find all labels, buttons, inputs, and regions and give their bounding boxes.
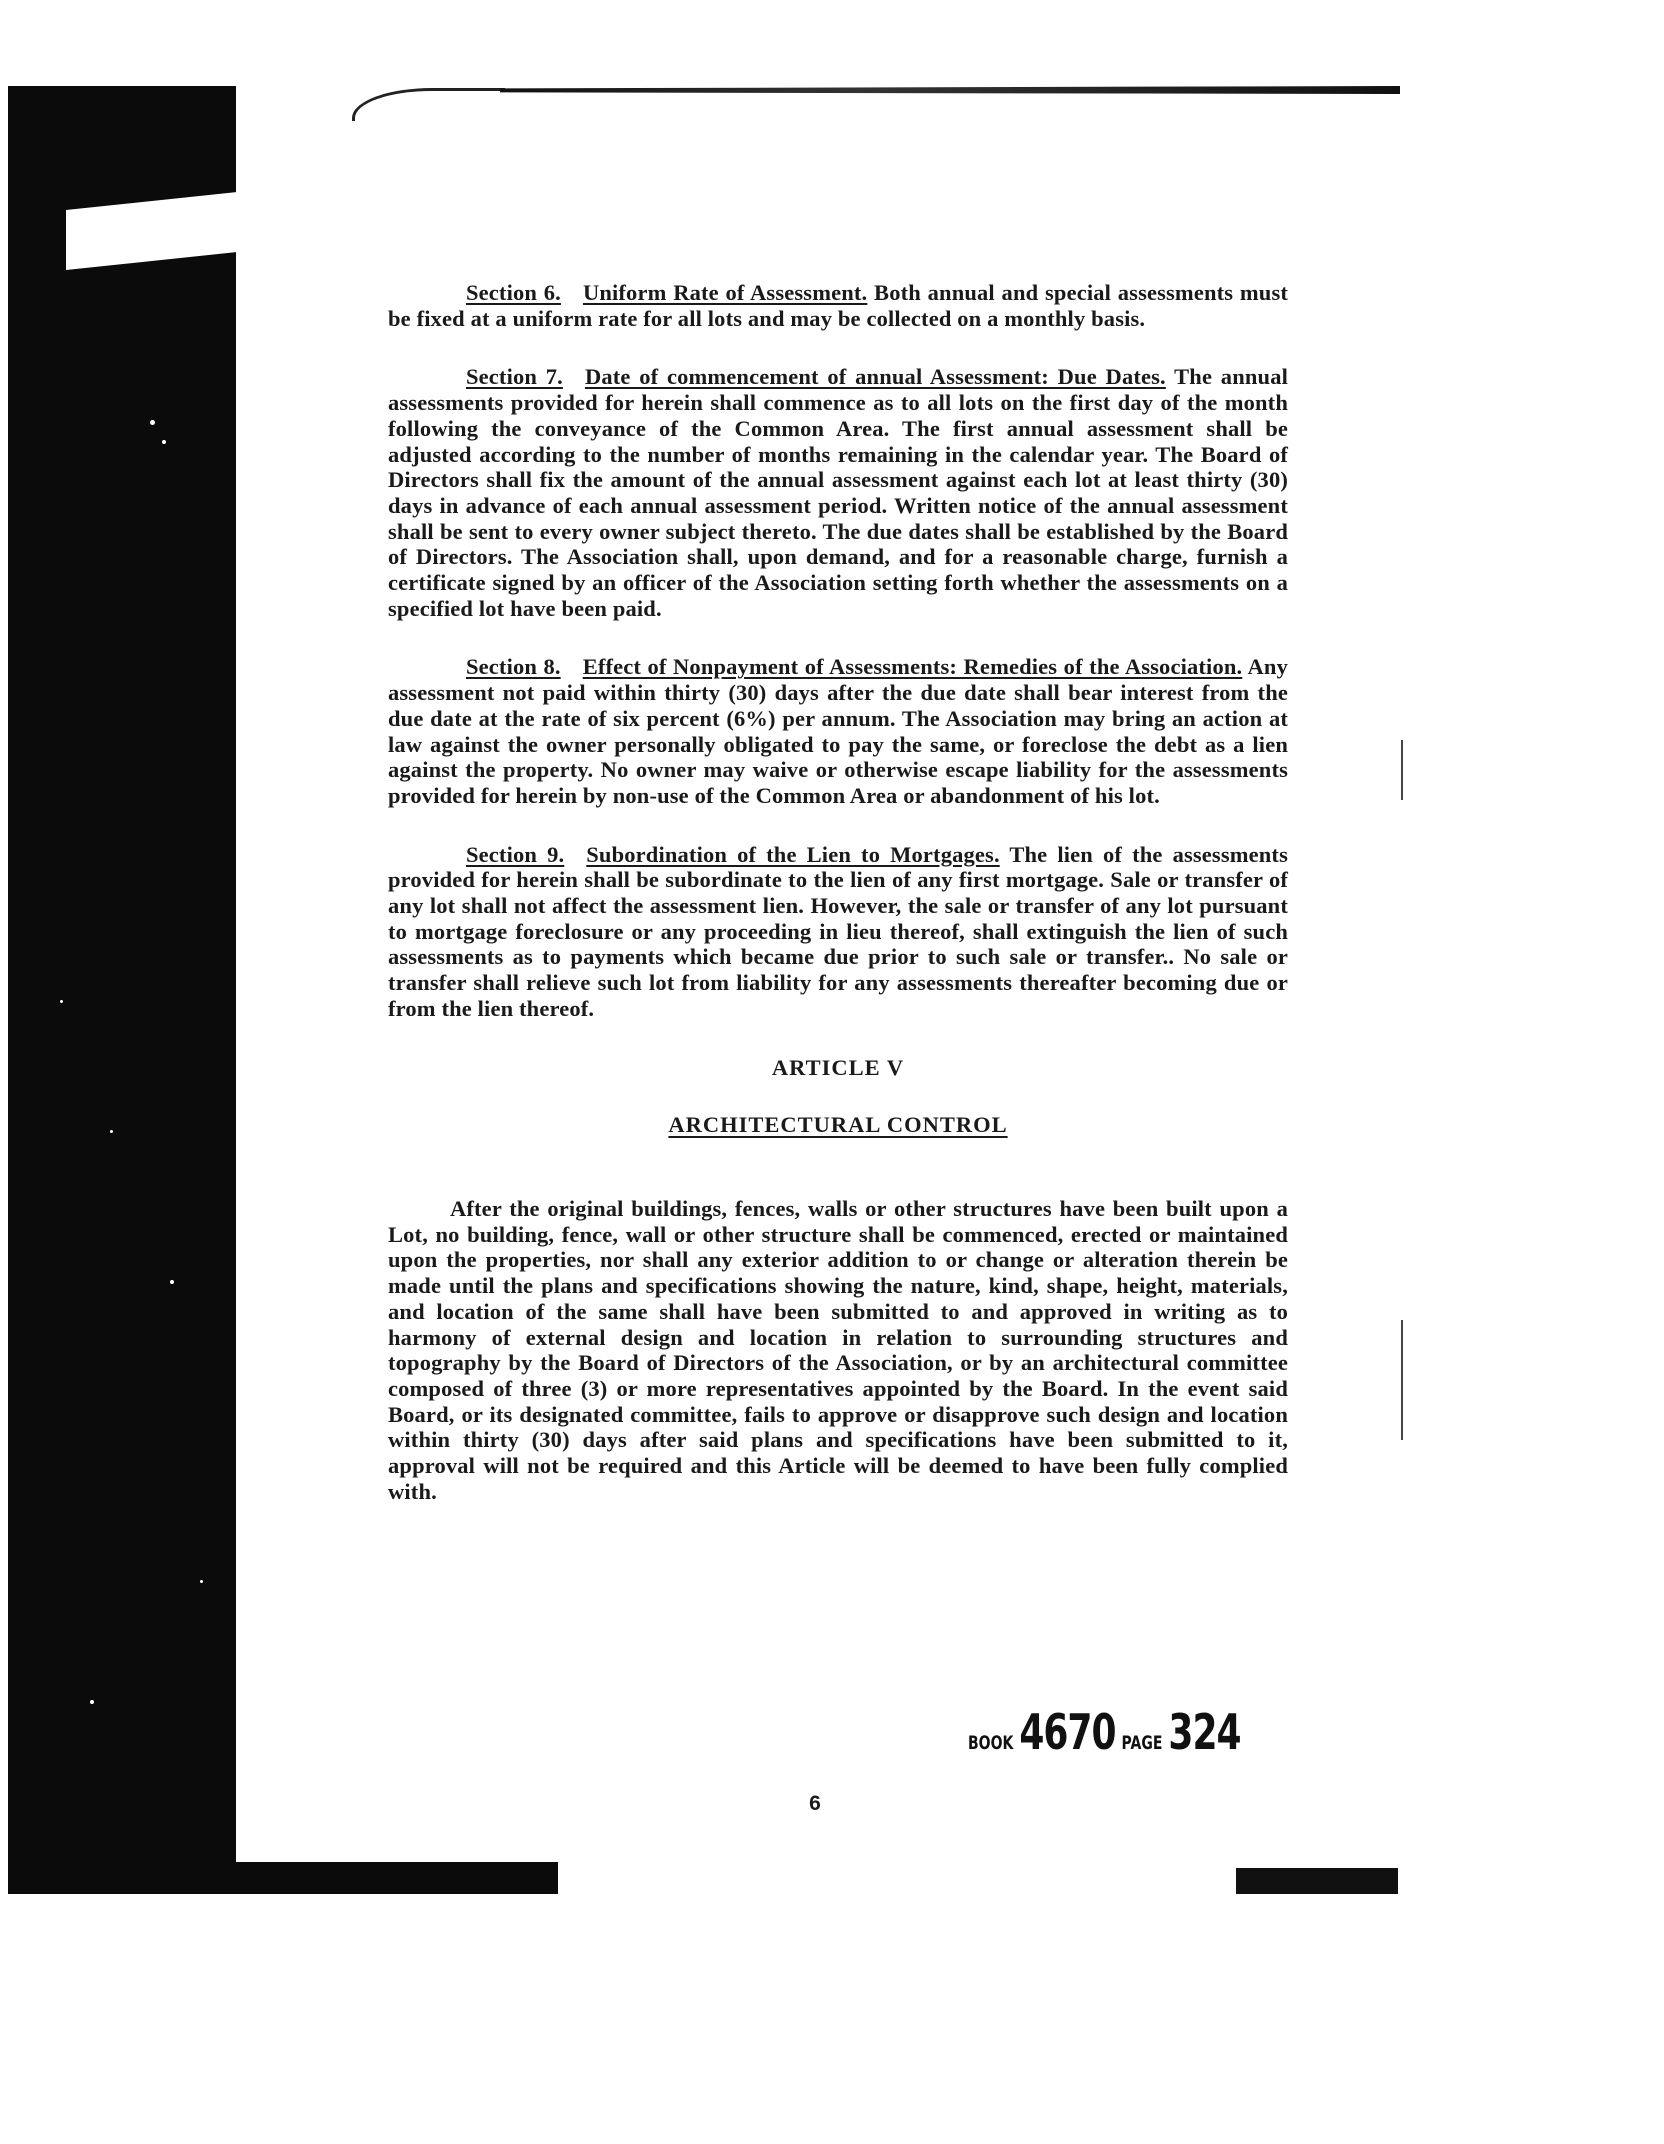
scan-bottom-edge-left (8, 1862, 558, 1894)
section-text: Any assessment not paid within thirty (30) days after the due date shall bear interest from the due date at the rate of six percent (6%) per annum. The Association may bring an action at law against the owner personally obligated to pay the same, or foreclose the debt as a lien against the property. No owner may waive or otherwise escape liability for the assessments provided for herein by non-use of the Common Area or abandonment of his lot. (388, 654, 1288, 808)
section-number: Section 7. (466, 364, 563, 390)
scan-speck (90, 1700, 94, 1704)
scan-top-edge (500, 86, 1400, 94)
section-7 (388, 364, 1288, 621)
scan-speck (150, 420, 155, 425)
scan-speck (60, 1000, 63, 1003)
section-title: Date of commencement of annual Assessment: Due Dates. (584, 364, 1166, 390)
scan-page-curl (352, 88, 505, 121)
scan-speck (162, 440, 166, 444)
scan-bottom-edge-right (1236, 1868, 1398, 1894)
stamp-book-number: 4670 (1019, 1705, 1116, 1761)
article-title (388, 1112, 1288, 1138)
article-body: After the original buildings, fences, walls or other structures have been built upon a Lot, no building, fence, wall or other structure shall be commenced, erected or maintained upon the properties, nor shall any exterior addition to or change or alteration therein be made until the plans and specifications showing the nature, kind, shape, height, materials, and location of the same shall have been submitted to and approved in writing as to harmony of external design and location in relation to surrounding structures and topography by the Board of Directors of the Association, or by an architectural committee composed of three (3) or more representatives appointed by the Board. In the event said Board, or its designated committee, fails to approve or disapprove such design and location within thirty (30) days after said plans and specifications have been submitted to it, approval will not be required and this Article will be deemed to have been fully complied with. (388, 1195, 1288, 1504)
stamp-book-label: BOOK (968, 1732, 1014, 1755)
scan-speck (170, 1280, 174, 1284)
page-number: 6 (809, 1792, 821, 1815)
section-text: Both annual and special assessments must be fixed at a uniform rate for all lots and may be collected on a monthly basis. (388, 280, 1288, 331)
article-heading: ARTICLE V (771, 1054, 905, 1080)
section-title: Uniform Rate of Assessment. (582, 280, 868, 305)
section-text: The lien of the assessments provided for herein shall be subordinate to the lien of any first mortgage. Sale or transfer of any lot shall not affect the assessment lien. However, the sale or transfer of any lot pursuant to mortgage foreclosure or any proceeding in lieu thereof, shall extinguish the lien of such assessments as to payments which became due prior to such sale or transfer.. No sale or transfer shall relieve such lot from liability for any assessments thereafter becoming due or from the lien thereof. (388, 841, 1288, 1021)
section-6 (388, 280, 1288, 331)
section-title: Subordination of the Lien to Mortgages. (586, 841, 1000, 867)
scan-side-mark (1401, 1320, 1403, 1440)
stamp-page-number: 324 (1168, 1705, 1241, 1761)
section-8 (388, 654, 1288, 808)
book-page-stamp (968, 1706, 1241, 1761)
article-title-text: ARCHITECTURAL CONTROL (668, 1112, 1008, 1138)
scan-side-mark (1401, 740, 1403, 800)
section-number: Section 9. (466, 841, 565, 867)
scan-speck (110, 1130, 113, 1133)
document-body (388, 280, 1288, 1504)
section-title: Effect of Nonpayment of Assessments: Remedies of the Association. (582, 654, 1243, 680)
section-number: Section 6. (466, 280, 561, 305)
section-9 (388, 842, 1288, 1022)
stamp-page-label: PAGE (1121, 1732, 1163, 1755)
section-number: Section 8. (466, 654, 561, 680)
scan-speck (200, 1580, 203, 1583)
section-text: The annual assessments provided for herein shall commence as to all lots on the first day of the month following the conveyance of the Common Area. The first annual assessment shall be adjusted according to the number of months remaining in the calendar year. The Board of Directors shall fix the amount of the annual assessment against each lot at least thirty (30) days in advance of each annual assessment period. Written notice of the annual assessment shall be sent to every owner subject thereto. The due dates shall be established by the Board of Directors. The Association shall, upon demand, and for a reasonable charge, furnish a certificate signed by an officer of the Association setting forth whether the assessments on a specified lot have been paid. (388, 364, 1288, 621)
scan-border-left (8, 86, 236, 1894)
